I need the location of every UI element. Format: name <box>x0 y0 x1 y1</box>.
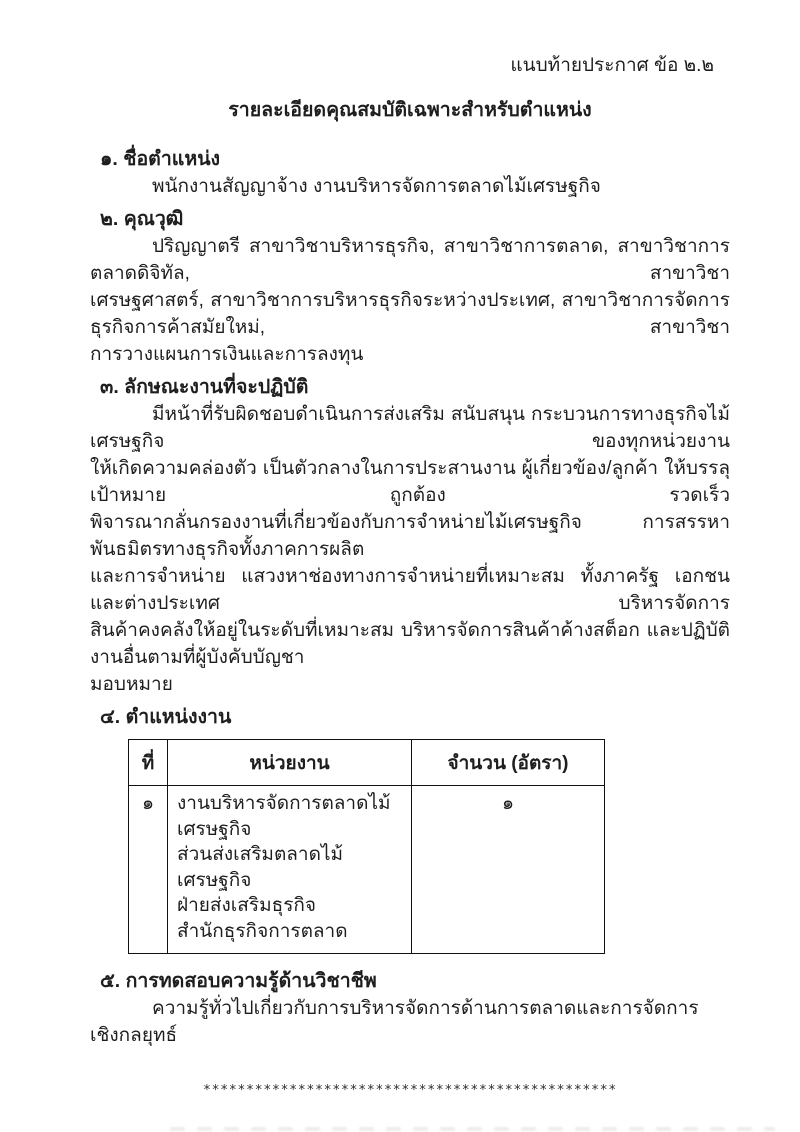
asterisk-divider: ************************************************ <box>202 1083 618 1098</box>
table-header-unit: หน่วยงาน <box>168 740 412 786</box>
section-1-heading: ๑. ชื่อตำแหน่ง <box>100 148 221 170</box>
section-5-heading: ๕. การทดสอบความรู้ด้านวิชาชีพ <box>100 970 377 992</box>
table-cell-count: ๑ <box>412 786 605 954</box>
next-page-bleed-artifact <box>170 1127 775 1131</box>
table-row <box>129 786 605 954</box>
unit-lines: งานบริหารจัดการตลาดไม้เศรษฐกิจ ส่วนส่งเสริมตลาดไม้เศรษฐกิจ ฝ่ายส่งเสริมธุรกิจ สำนักธุรกิจการตลาด <box>177 793 391 942</box>
header-note: แนบท้ายประกาศ ข้อ ๒.๒ <box>510 55 714 76</box>
table-cell-no: ๑ <box>129 786 168 954</box>
section-3-heading: ๓. ลักษณะงานที่จะปฏิบัติ <box>100 376 309 398</box>
table-header-no: ที่ <box>129 740 168 786</box>
table-header-row <box>129 740 605 786</box>
section-3-body: มีหน้าที่รับผิดชอบดำเนินการส่งเสริม สนับสนุน กระบวนการทางธุรกิจไม้เศรษฐกิจ ของทุกหน่วยงาน ให้เกิดความคล่องตัว เป็นตัวกลางในการประสานงาน ผู้เกี่ยวข้อง/ลูกค้า ให้บรรลุเป้าหมาย ถูกต้อง รวดเร็ว พิจารณากลั่นกรองงานที่เกี่ยวข้องกับการจำหน่ายไม้เศรษฐกิจ การสรรหาพันธมิตรทางธุรกิจทั้งภาคการผลิต และการจำหน่าย แสวงหาช่องทางการจำหน่ายที่เหมาะสม ทั้งภาครัฐ เอกชน และต่างประเทศ บริหารจัดการ สินค้าคงคลังให้อยู่ในระดับที่เหมาะสม บริหารจัดการสินค้าค้างสต็อก และปฏิบัติงานอื่นตามที่ผู้บังคับบัญชา มอบหมาย <box>90 404 730 695</box>
section-2-body: ปริญญาตรี สาขาวิชาบริหารธุรกิจ, สาขาวิชาการตลาด, สาขาวิชาการตลาดดิจิทัล, สาขาวิชา เศรษฐศาสตร์, สาขาวิชาการบริหารธุรกิจระหว่างประเทศ, สาขาวิชาการจัดการธุรกิจการค้าสมัยใหม่, สาขาวิชา การวางแผนการเงินและการลงทุน <box>90 236 730 365</box>
section-1-body: พนักงานสัญญาจ้าง งานบริหารจัดการตลาดไม้เศรษฐกิจ <box>152 176 601 197</box>
section-5-body: ความรู้ทั่วไปเกี่ยวกับการบริหารจัดการด้านการตลาดและการจัดการเชิงกลยุทธ์ <box>90 998 699 1046</box>
table-header-count: จำนวน (อัตรา) <box>412 740 605 786</box>
section-2-heading: ๒. คุณวุฒิ <box>100 208 184 230</box>
positions-table <box>128 739 605 954</box>
page-title: รายละเอียดคุณสมบัติเฉพาะสำหรับตำแหน่ง <box>228 99 592 121</box>
section-4-heading: ๔. ตำแหน่งงาน <box>100 706 232 728</box>
table-cell-unit <box>168 786 412 954</box>
